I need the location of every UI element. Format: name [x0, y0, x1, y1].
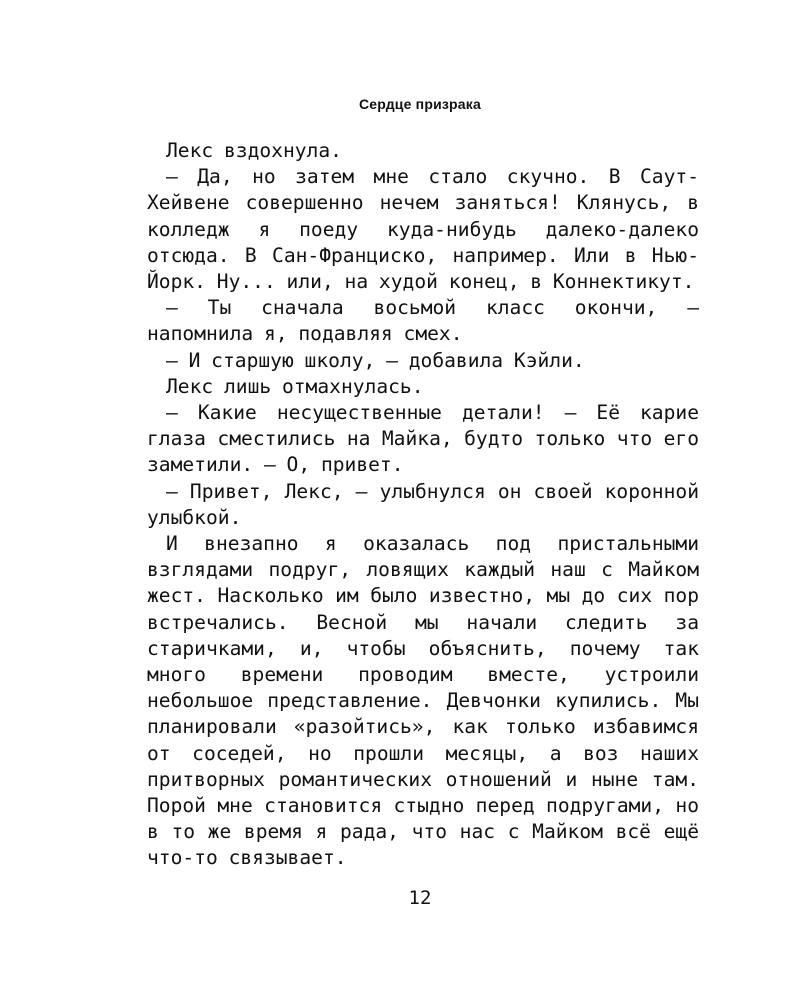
paragraph: — Да, но затем мне стало скучно. В Саут-Хейвене совершенно нечем заняться! Клянусь, в колледж я поеду куда-нибудь далеко-далеко отсюда. В Сан-Франциско, например. Или в Нью-Йорк. Ну... или, на худой конец, в Коннектикут.: [147, 165, 699, 294]
paragraph: — И старшую школу, — добавила Кэйли.: [166, 348, 585, 372]
running-title: Сердце призрака: [359, 96, 481, 112]
paragraph: И внезапно я оказалась под пристальными взглядами подруг, ловящих каждый наш с Майком жест. Насколько им было известно, мы до сих пор встречались. Весной мы начали следить за старичками, и, чтобы объяснить, почему так много времени проводим вместе, устроили небольшое представление. Девчонки купились. Мы планировали «разойтись», как только избавимся от соседей, но прошли месяцы, а воз наших притворных романтических отношений и ныне там. Порой мне становится стыдно перед подругами, но в то же время я рада, что нас с Майком всё ещё что-то связывает.: [147, 532, 699, 870]
paragraph: — Какие несущественные детали! — Её карие глаза сместились на Майка, будто только что его заметили. — О, привет.: [147, 401, 699, 477]
paragraph: — Ты сначала восьмой класс окончи, — напомнила я, подавляя смех.: [147, 296, 699, 346]
body-text: [147, 138, 699, 872]
paragraph: — Привет, Лекс, — улыбнулся он своей коронной улыбкой.: [147, 479, 699, 529]
paragraph: Лекс лишь отмахнулась.: [166, 374, 424, 398]
paragraph: Лекс вздохнула.: [166, 139, 342, 162]
page-number: 12: [408, 887, 432, 909]
